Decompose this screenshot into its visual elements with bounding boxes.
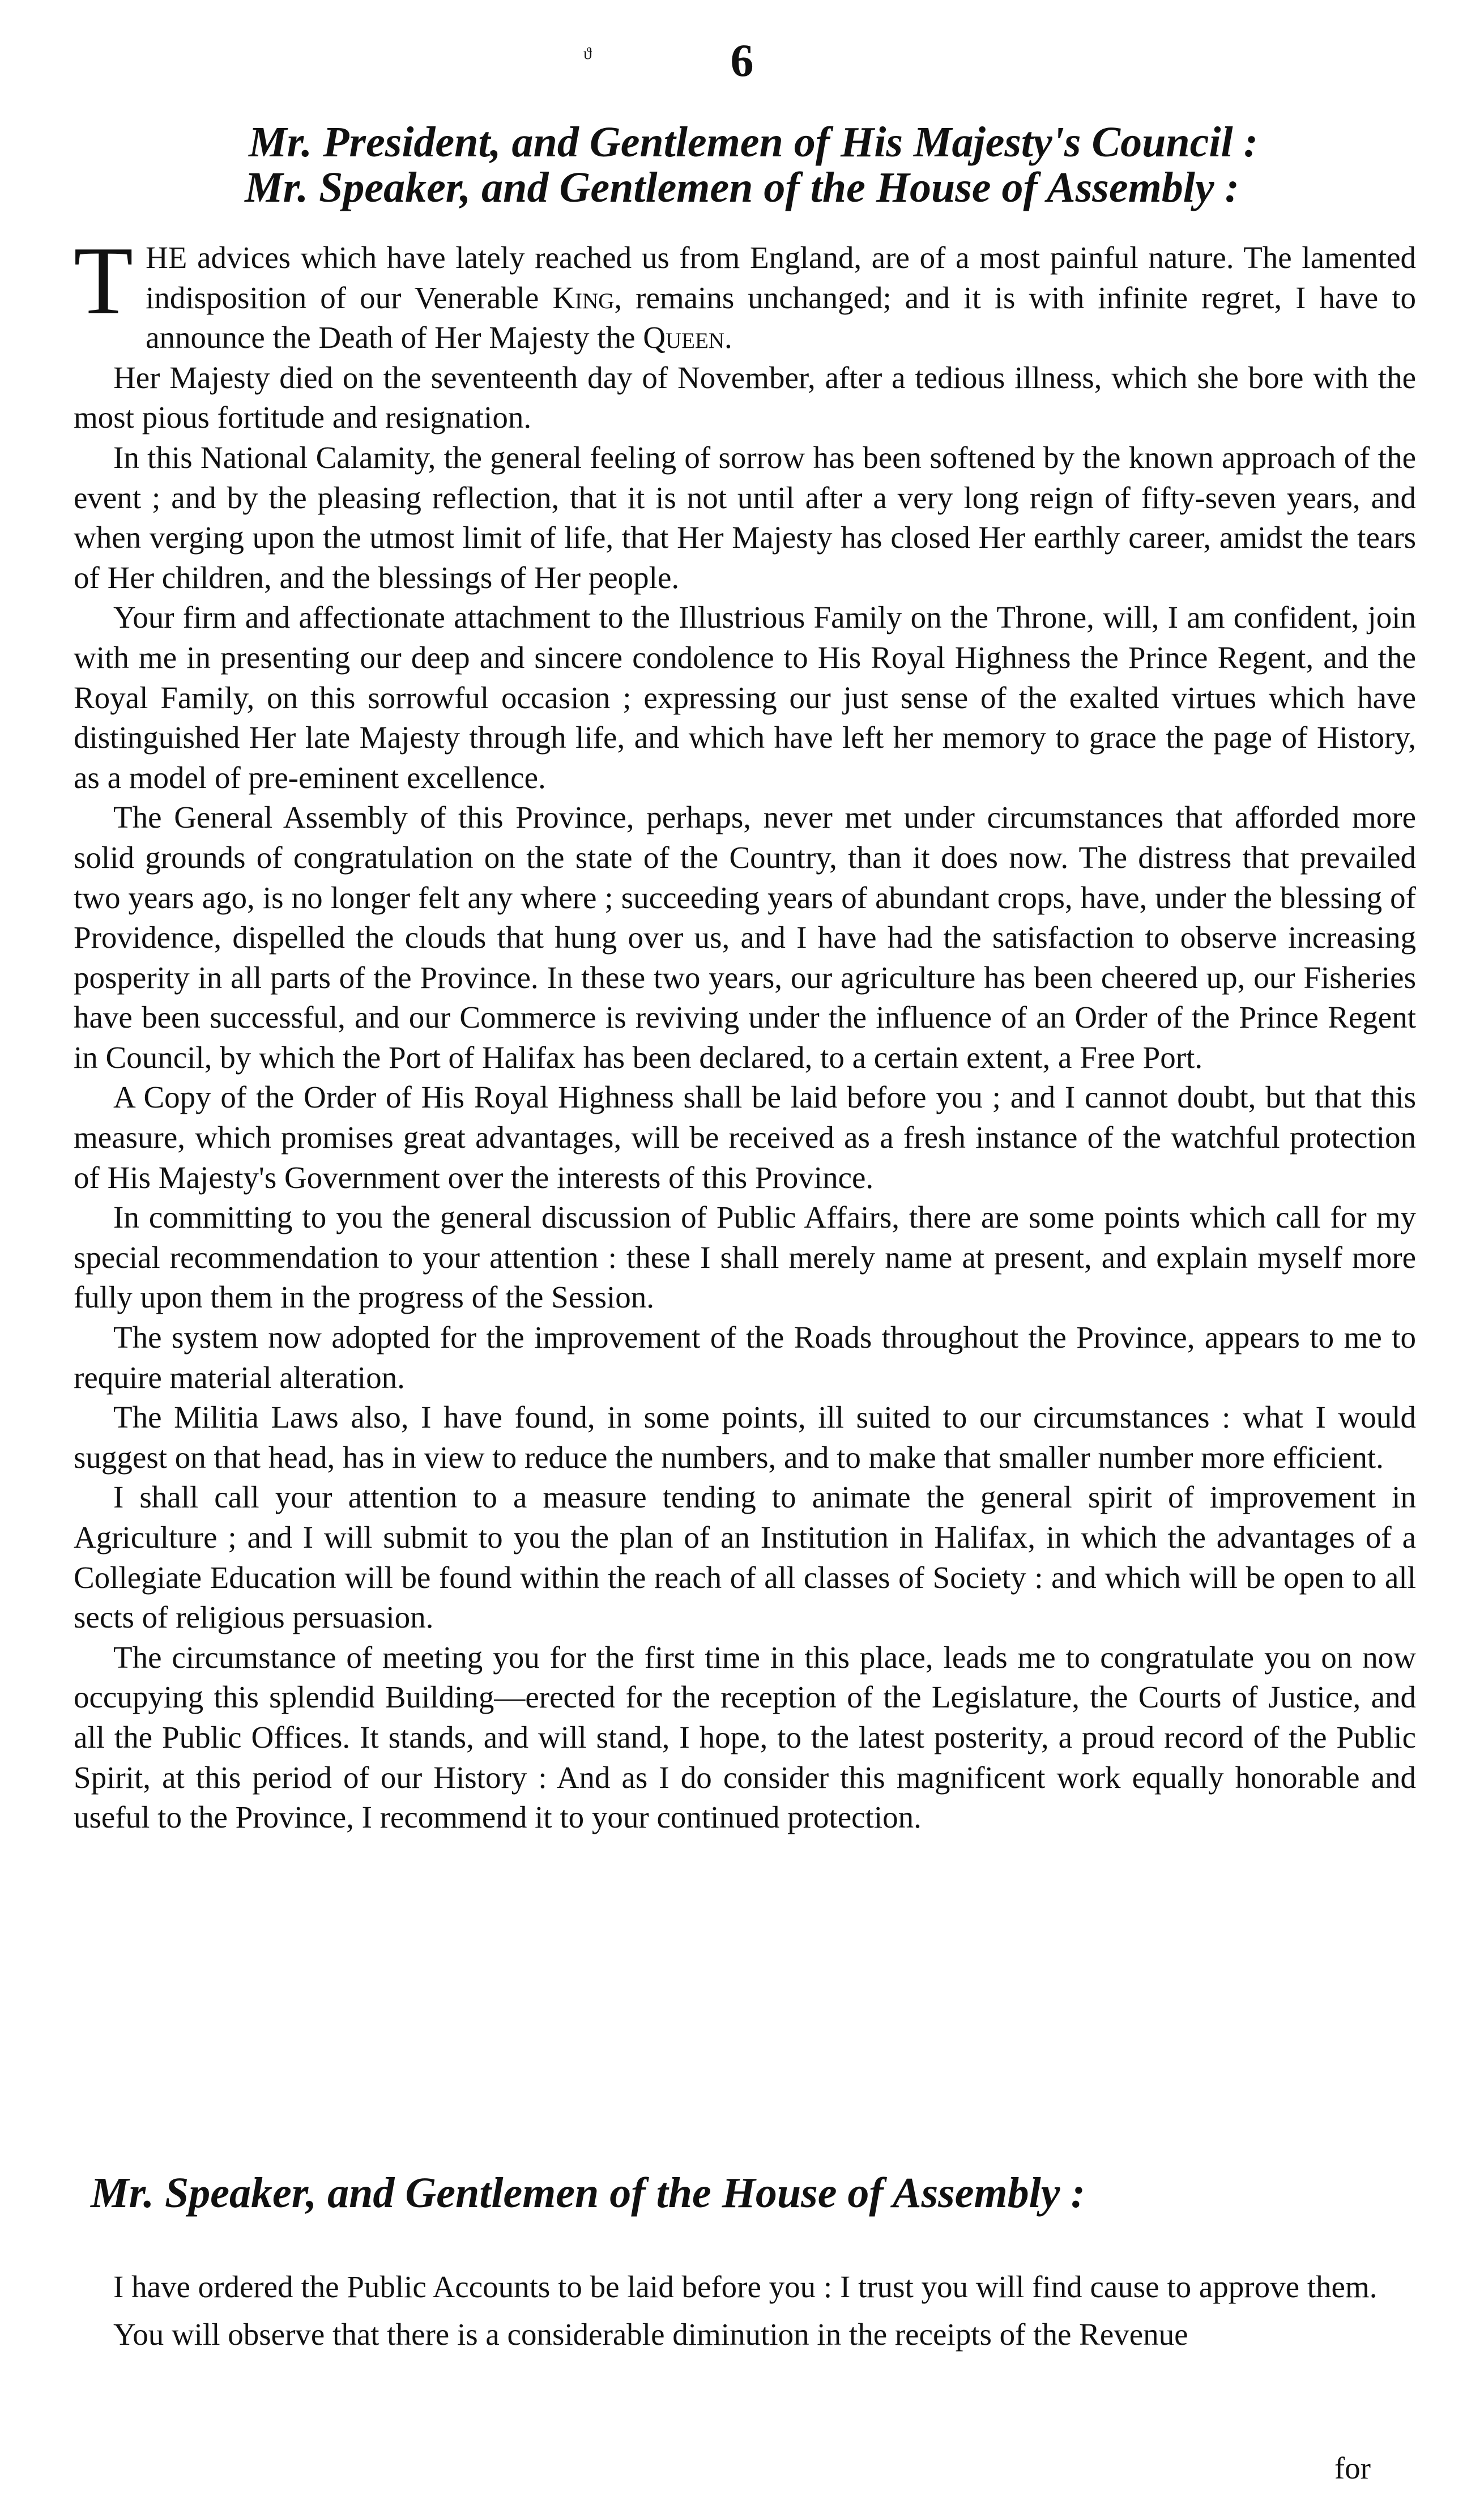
speech-body xyxy=(74,227,1417,1838)
paragraph-1 xyxy=(74,227,1417,358)
address-assembly-subheading: Mr. Speaker, and Gentlemen of the House of Assembly : xyxy=(91,2169,1085,2217)
paragraph-10: I shall call your attention to a measure tending to animate the general spirit of improvement in Agriculture ; and I will submit to you the plan of an Institution in Halifax, in which the advantages of a Collegiate Education will be found within the reach of all classes of Society : and which will be open to all sects of religious persuasion. xyxy=(74,1480,1416,1635)
paragraph-7: In committing to you the general discussion of Public Affairs, there are some points which call for my special recommendation to your attention : these I shall merely name at present, and explain myself more fully upon them in the progress of the Session. xyxy=(74,1200,1416,1315)
stray-ink-mark: ϑ xyxy=(583,44,592,63)
paragraph-text: , remains unchanged; and it is with infinite regret, I have to announce the Death of Her Majesty the xyxy=(146,280,1417,355)
paragraph-text: . xyxy=(724,320,732,355)
paragraph-2: Her Majesty died on the seventeenth day of November, after a tedious illness, which she bore with the most pious fortitude and resignation. xyxy=(74,360,1416,435)
paragraph-5: The General Assembly of this Province, perhaps, never met under circumstances that afforded more solid grounds of congratulation on the state of the Country, than it does now. The distress that prevailed two years ago, is no longer felt any where ; succeeding years of abundant crops, have, under the blessing of Providence, dispelled the clouds that hung over us, and I have had the satisfaction to observe increasing posperity in all parts of the Province. In these two years, our agriculture has been cheered up, our Fisheries have been successful, and our Commerce is reviving under the influence of an Order of the Prince Regent in Council, by which the Port of Halifax has been declared, to a certain extent, a Free Port. xyxy=(74,800,1416,1075)
paragraph-13: You will observe that there is a considerable diminution in the receipts of the Revenue xyxy=(113,2317,1188,2352)
paragraph-8: The system now adopted for the improvement of the Roads throughout the Province, appears to me to require material alteration. xyxy=(74,1320,1416,1395)
king-smallcaps: King xyxy=(552,280,615,315)
paragraph-4: Your firm and affectionate attachment to the Illustrious Family on the Throne, will, I am confident, join with me in presenting our deep and sincere condolence to His Royal Highness the Prince Regent, and the Royal Family, on this sorrowful occasion ; expressing our just sense of the exalted virtues which have distinguished Her late Majesty through life, and which have left her memory to grace the page of History, as a model of pre-eminent excellence. xyxy=(74,600,1416,795)
drop-cap-letter: T xyxy=(74,227,134,335)
speech-body-continued xyxy=(74,2266,1416,2361)
paragraph-9: The Militia Laws also, I have found, in some points, ill suited to our circumstances : what I would suggest on that head, has in view to reduce the numbers, and to make that smaller number more efficient. xyxy=(74,1400,1416,1475)
page-number: 6 xyxy=(730,35,754,86)
paragraph-6: A Copy of the Order of His Royal Highness shall be laid before you ; and I cannot doubt, but that this measure, which promises great advantages, will be received as a fresh instance of the watchful protection of His Majesty's Government over the interests of this Province. xyxy=(74,1080,1416,1195)
address-assembly-heading: Mr. Speaker, and Gentlemen of the House of Assembly : xyxy=(245,164,1239,211)
address-council-heading: Mr. President, and Gentlemen of His Majesty's Council : xyxy=(249,118,1258,166)
paragraph-3: In this National Calamity, the general feeling of sorrow has been softened by the known approach of the event ; and by the pleasing reflection, that it is not until after a very long reign of fifty-seven years, and when verging upon the utmost limit of life, that Her Majesty has closed Her earthly career, amidst the tears of Her children, and the blessings of Her people. xyxy=(74,440,1416,595)
paragraph-12: I have ordered the Public Accounts to be laid before you : I trust you will find cause to approve them. xyxy=(113,2269,1378,2304)
paragraph-text: HE advices which have lately reached us from England, are of a most painful nature. The lamented indisposition of our Venerable xyxy=(146,240,1416,315)
catchword: for xyxy=(1334,2451,1371,2485)
paragraph-11: The circumstance of meeting you for the first time in this place, leads me to congratulate you on now occupying this splendid Building—erected for the reception of the Legislature, the Courts of Justice, and all the Public Offices. It stands, and will stand, I hope, to the latest posterity, a proud record of the Public Spirit, at this period of our History : And as I do consider this magnificent work equally honorable and useful to the Province, I recommend it to your continued protection. xyxy=(74,1639,1416,1835)
queen-smallcaps: Queen xyxy=(643,320,724,355)
